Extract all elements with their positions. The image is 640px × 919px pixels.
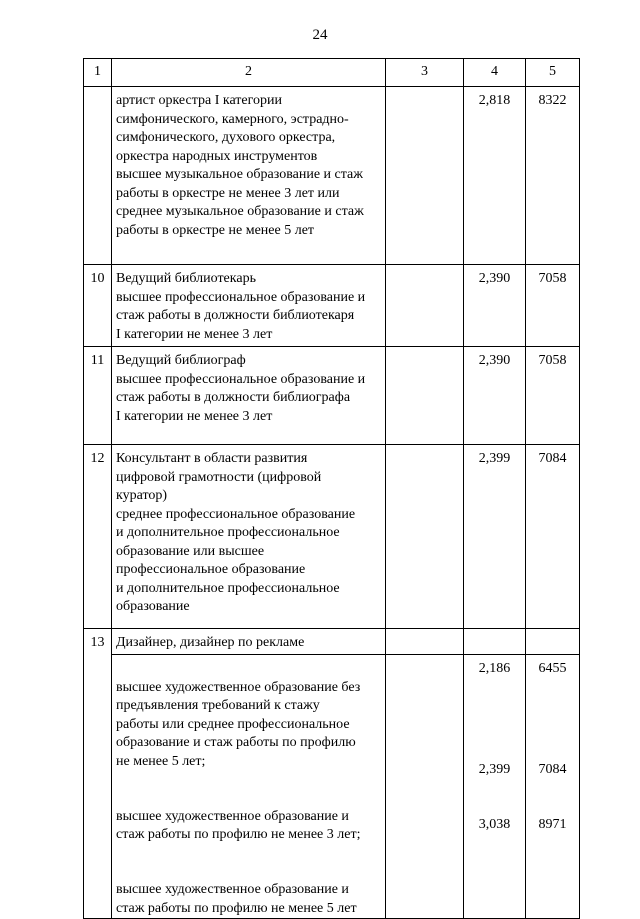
page-number: 24 xyxy=(312,27,328,43)
requirements-list xyxy=(112,655,386,919)
coefficient-cell: 2,390 xyxy=(464,265,526,347)
coefficient-cell: 2,818 xyxy=(464,87,526,265)
coefficient-list xyxy=(464,655,526,919)
salary-cell: 7084 xyxy=(526,445,580,629)
table-row xyxy=(84,655,580,919)
table-row xyxy=(84,265,580,347)
row-number: 11 xyxy=(84,347,112,445)
salary-table xyxy=(83,58,580,919)
salary-value: 7084 xyxy=(538,762,567,777)
empty-cell xyxy=(386,445,464,629)
requirement-option: высшее художественное образование и стаж работы по профилю не менее 5 лет xyxy=(116,882,357,916)
coefficient-value: 2,399 xyxy=(478,762,511,777)
coefficient-value: 3,038 xyxy=(478,817,511,832)
salary-value: 8971 xyxy=(538,817,567,832)
salary-cell: 7058 xyxy=(526,347,580,445)
empty-cell xyxy=(464,629,526,655)
coefficient-cell: 2,399 xyxy=(464,445,526,629)
position-description: Ведущий библиограф высшее профессиональное образование и стаж работы в должности библиографа I категории не менее 3 лет xyxy=(112,347,386,445)
column-header: 5 xyxy=(526,59,580,87)
empty-cell xyxy=(386,655,464,919)
column-header: 1 xyxy=(84,59,112,87)
table-row xyxy=(84,87,580,265)
empty-cell xyxy=(526,629,580,655)
salary-cell: 7058 xyxy=(526,265,580,347)
salary-list xyxy=(526,655,580,919)
salary-value: 6455 xyxy=(538,661,567,676)
position-description: Консультант в области развития цифровой грамотности (цифровой куратор) среднее профессиональное образование и дополнительное профессиональное образование или высшее профессиональное образование и дополнительное профессиональное образование xyxy=(112,445,386,629)
column-header: 3 xyxy=(386,59,464,87)
row-number: 13 xyxy=(84,629,112,919)
coefficient-cell: 2,390 xyxy=(464,347,526,445)
position-title: Дизайнер, дизайнер по рекламе xyxy=(112,629,386,655)
empty-cell xyxy=(386,347,464,445)
row-number: 10 xyxy=(84,265,112,347)
position-description: артист оркестра I категории симфонического, камерного, эстрадно- симфонического, духового оркестра, оркестра народных инструментов высшее музыкальное образование и стаж работы в оркестре не менее 3 лет или среднее музыкальное образование и стаж работы в оркестре не менее 5 лет xyxy=(112,87,386,265)
table-row xyxy=(84,347,580,445)
empty-cell xyxy=(386,265,464,347)
column-header: 4 xyxy=(464,59,526,87)
empty-cell xyxy=(386,87,464,265)
empty-cell xyxy=(386,629,464,655)
table-row xyxy=(84,445,580,629)
salary-cell: 8322 xyxy=(526,87,580,265)
row-number xyxy=(84,87,112,265)
row-number: 12 xyxy=(84,445,112,629)
requirement-option: высшее художественное образование и стаж работы по профилю не менее 3 лет; xyxy=(116,808,361,842)
table-row xyxy=(84,629,580,655)
coefficient-value: 2,186 xyxy=(478,661,511,676)
column-header: 2 xyxy=(112,59,386,87)
position-description: Ведущий библиотекарь высшее профессиональное образование и стаж работы в должности библиотекаря I категории не менее 3 лет xyxy=(112,265,386,347)
table-header-row xyxy=(84,59,580,87)
requirement-option: высшее художественное образование без предъявления требований к стажу работы или среднее профессиональное образование и стаж работы по профилю не менее 5 лет; xyxy=(116,679,361,769)
